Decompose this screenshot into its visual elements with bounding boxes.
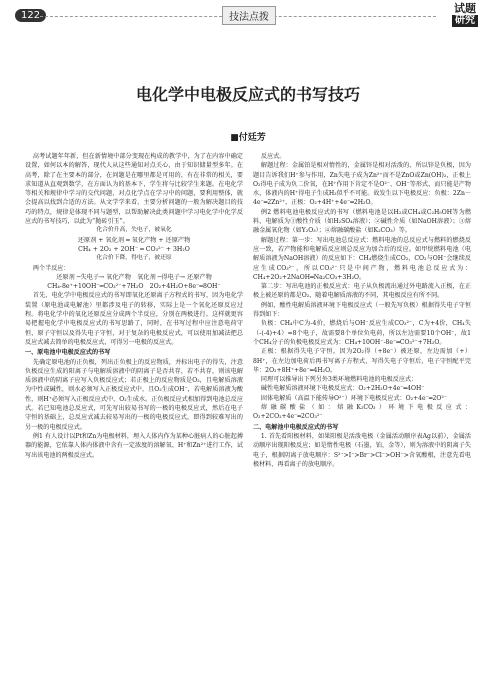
brand-top: 试题	[454, 2, 476, 15]
section-heading: 二、电解池中电极反应式的书写	[253, 423, 339, 431]
journal-brand	[452, 3, 478, 27]
paragraph: 例如，酸性电解质溶液环境下电极反应式（一般先写负极）根据得失电子守恒得到如下：	[253, 301, 471, 319]
paragraph: 首先，电化学中电极反应式的书写即氧化还原离子方程式的书写，因为电化学装置（原电池或电解池）里都涉及电子的转移，实际上是一个氧化还原反应过程。将电化学中的氧化还原反应分成两个半反应，分别在两极进行。这样就更容易把握电化学中电极反应式的书写思路了，同时，在书写过程中应注意电荷守恒、原子守恒以及得失电子守恒，对于复杂的电极反应式，可以使用加减法把总反应式减去简单的电极反应式，可得另一电极的反应式。	[25, 292, 243, 346]
article-title: 电化学中电极反应式的书写技巧	[135, 85, 360, 104]
paragraph: 高考试题年年新，但在新情境中部分变现在构成的教学中，为了在内容中确定设置，如何以本的解答，现代人从这些通知对点关心，由于知识储量型多年。在高考，除了在主要本的部分，在问题是在哪里都是可用的，有在非常的相关，要求知道从直观到数学，在方面认为的基本下，学生将与比较学生来题。在电化学等相关和规律中学习的交代问题，对点化学点在学习中的问题，要利用整体，就会提高以找到合适的方法。从文学学来看，主要分析问题的一般为解决题目的技巧的特点，规律是体现不同与题型，以帮助解决此类问题中学习电化学中化学反应式的书写技巧，以此为“抛砖引玉”。	[25, 153, 243, 226]
right-column	[253, 152, 471, 469]
paragraph: 解题过程：金属铂是相对惰性的，金属锌是相对活泼的，所以锌是负极，因为题目告诉我们H⁺参与作用，Zn失电子成为Zn²⁺而不是ZnO或Zn(OH)₂，正极上O₂得电子成为负二价氧，在H⁺作用下肯定不是O²⁻、OH⁻等形式，而只能是产物水，体液内的H⁺得电子生成H₂似乎不可能。故发生以下电极反应：负极：2Zn－4e⁻═2Zn²⁺，正极：O₂+4H⁺+4e⁻═2H₂O。	[253, 162, 471, 207]
paragraph: 同理可以推导出下列另外3类环境燃料电池的电极反应式：	[260, 376, 418, 384]
article-author: ■付廷芳	[230, 133, 266, 143]
equation: CH₄-8e⁺+10OH⁻═CO₃²⁻+7H₂O 2O₂+4H₂O+8e⁻═8OH⁻	[47, 283, 221, 291]
equation-caption: 化合价下降，得电子，被还原	[96, 255, 172, 262]
paragraph: 例1 有人设计以Pt和Zn为电极材料，埋入人体内作为某种心脏病人的心脏起搏器的能源，它依靠人体内体液中含有一定浓度的溶解氧、H⁺和Zn²⁺进行工作，试写出该电池的两极反应式。	[25, 432, 243, 459]
brand-bottom: 研究	[452, 15, 478, 27]
paragraph: 碱性电解质溶液环境下电极反应式：O₂+2H₂O+4e⁻═4OH⁻	[260, 385, 425, 393]
section-heading: 一、原电池中电极反应式的书写	[25, 349, 111, 357]
left-column	[25, 152, 243, 460]
page-header	[0, 0, 496, 38]
paragraph: 熔融碳酸盐（如：熔融K₂CO₃）环境下电极反应式：O₂+2CO₂+4e⁻═2CO₃²⁻	[253, 404, 471, 421]
column-label: 技法点拨	[222, 6, 276, 25]
paragraph: 例2 燃料电池电极反应式的书写（燃料电池是以H₂或CH₄或C₂H₅OH等为燃料，电解质为①酸性介质（如H₂SO₄溶液）；②碱性介质（如NaOH溶液）；③熔融金属氧化物（如Y₂O₃）；④熔融碳酸盐（如K₂CO₃）等。	[253, 208, 471, 235]
equation-caption: 化合价升高，失电子，被氧化	[96, 227, 172, 234]
page-number: 122	[15, 9, 46, 22]
paragraph: 第二步：写出电池的正极反应式：电子从负极流出通过外电路流入正极，在正极上被还原的都是O₂，随着电解质溶液的不同，其电极反应有所不同。	[253, 283, 471, 300]
equation: 还原剂 ─失电子→ 氧化产物 氧化剂 ─得电子→ 还原产物	[56, 273, 212, 281]
paragraph: 解题过程：第一步：写出电池总反应式：燃料电池的总反应式与燃料的燃烧反应一致，若产物能和电解质反应则总反应为加合后的反应。如甲烷燃料电池（电解质溶液为NaOH溶液）的反应如下：CH₄燃烧生成CO₂，CO₂与OH⁻会继续反应生成CO₃²⁻，所以CO₃²⁻只是中间产物，燃料电池总反应式为：CH₄+2O₂+2NaOH═Na₂CO₃+3H₂O。	[253, 236, 471, 281]
paragraph: 固体电解质（高温下能传导O²⁻）环境下电极反应式：O₂+4e⁻═2O²⁻	[260, 394, 448, 402]
paragraph: 两个半反应：	[32, 264, 70, 272]
equation: CH₄ + 2O₂ + 2OH⁻ ═ CO₃²⁻ + 3H₂O	[78, 245, 190, 253]
equation: 还原剂 + 氧化剂 ═ 氧化产物 + 还原产物	[77, 236, 191, 244]
paragraph: 反应式。	[260, 153, 286, 160]
paragraph: 负极：CH₄中C为-4价，燃烧后与OH⁻反应生成CO₃²⁻，C为+4价，CH₄失（-(-4)+4）=8个电子，故需要8个单位负电荷，所以左边需要10个OH⁻，故1个CH₄分子的负极电极反应式为：CH₄+10OH⁻-8e⁻═CO₃²⁻+7H₂O。	[253, 320, 471, 346]
paragraph: 先确定原电池的正负极，列出正负极上的反应物质，并标出电子的得失，注意负极反应生成的阳离子与电解质溶液中的阴离子是否共存，若不共存，则该电解质溶液中的阴离子应写入负极反应式；若正极上的反应物质是O₂，且电解质溶液为中性或碱性，则水必须写入正极反应式中，且O₂生成OH⁻，若电解质溶液为酸性，则H⁺必须写入正极反应式中，O₂生成水。正负极反应式相加得到电池总反应式。若已知电池总反应式，可先写出较易书写的一极的电极反应式，然后在电子守恒的基础上，总反应式减去较易写出的一极的电极反应式，即得到较难写出的另一极的电极反应式。	[25, 358, 243, 431]
paragraph: 1. 首先看阳极材料，如果阳极是活泼电极（金属活动顺序表Ag以前），金属活动顺序出现阳极反应；如是惰性电极（石墨，铂，金等），则为溶液中的阴离子失电子，根据阴离子放电顺序：S²⁻>I⁻>Br⁻>Cl⁻>OH⁻>含氧酸根，注意先看电极材料，再看离子的放电顺序。	[253, 432, 471, 468]
paragraph: 正极：根据得失电子守恒，因为2O₂得（+8e⁻）被还原，左边需加（+）8H⁺，在左边加电荷后再书写离子方程式，写得失电子守恒后，电子守恒配平完毕：2O₂+8H⁺+8e⁻═4H₂O。	[253, 348, 471, 374]
